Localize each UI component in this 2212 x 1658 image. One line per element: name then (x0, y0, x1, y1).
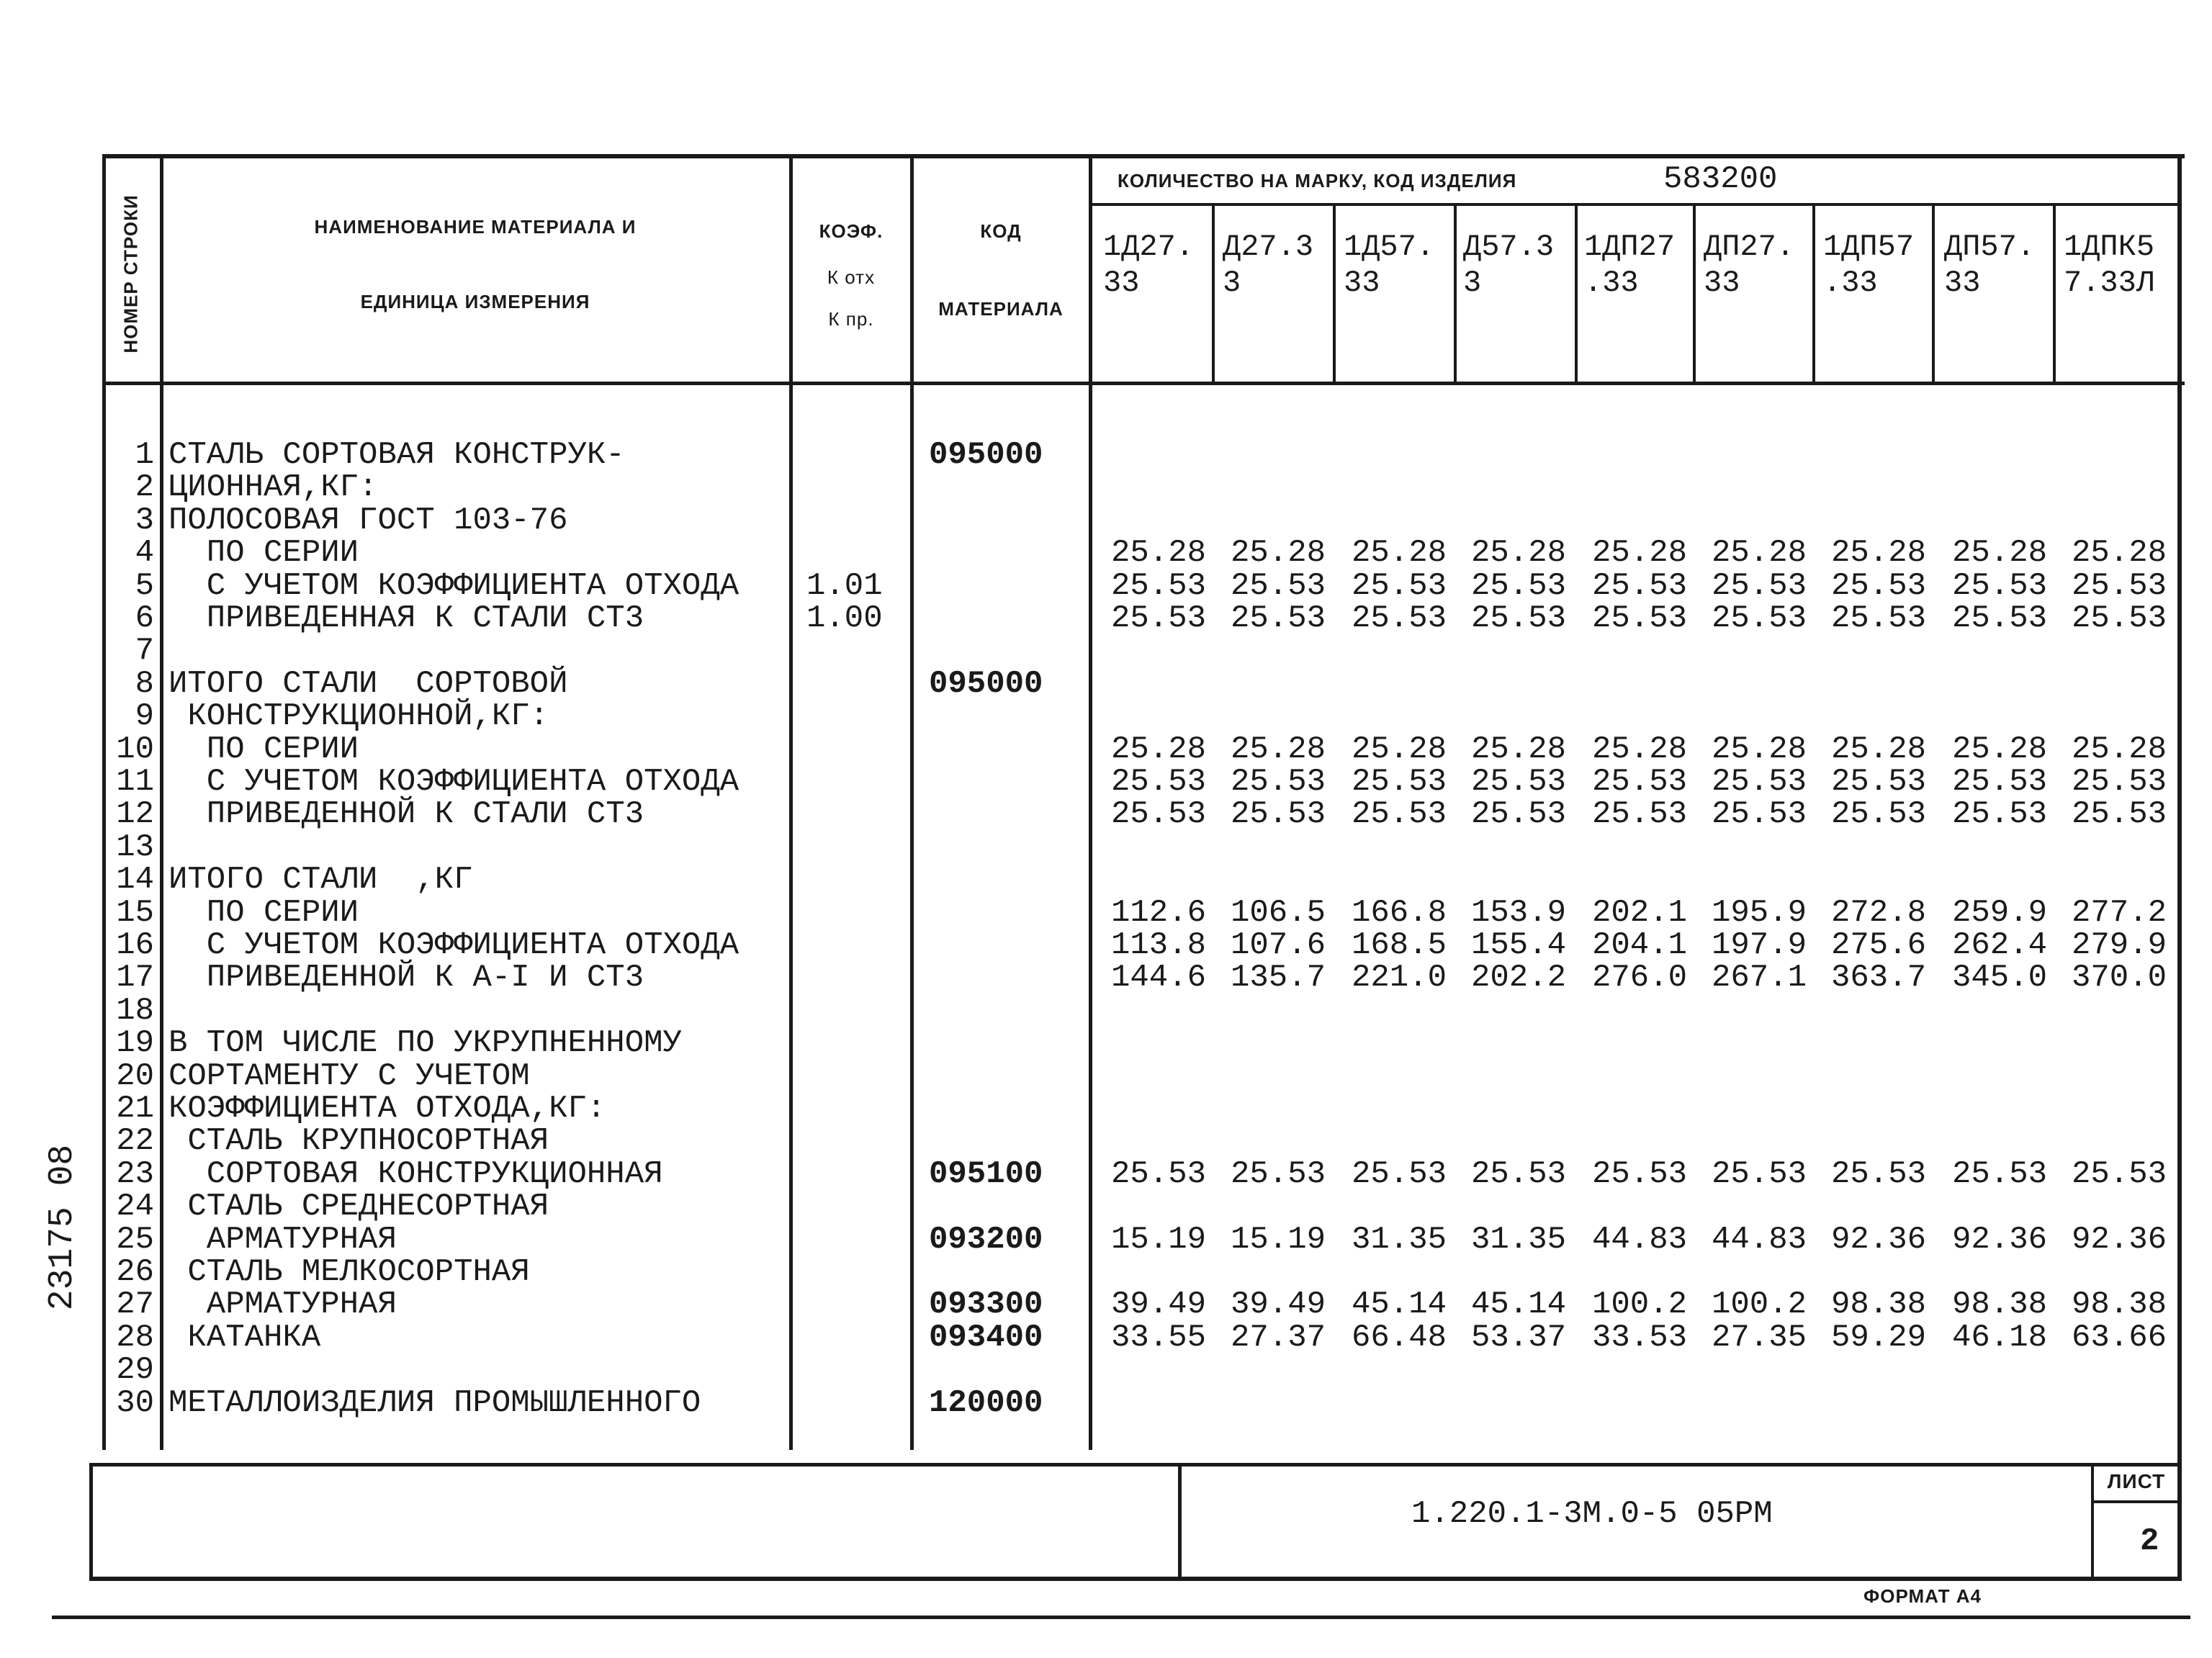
quantity-value: 98.38 (2071, 1287, 2167, 1323)
quantity-value: 153.9 (1470, 894, 1567, 931)
row-number: 13 (116, 829, 154, 865)
quantity-value: 25.53 (1230, 1155, 1326, 1192)
quantity-value: 25.53 (1230, 600, 1326, 636)
quantity-value: 25.53 (1110, 600, 1207, 636)
quantity-value: 25.53 (1591, 1155, 1688, 1192)
quantity-value: 275.6 (1830, 927, 1927, 963)
quantity-value: 25.53 (2071, 600, 2167, 636)
product-code: 583200 (1663, 161, 1778, 197)
mark-column-header: 1Д57. (1344, 230, 1435, 264)
quantity-value: 202.1 (1591, 894, 1688, 931)
subcol-divider-3 (1454, 206, 1457, 383)
quantity-value: 113.8 (1110, 927, 1207, 963)
row-number: 22 (116, 1123, 154, 1160)
quantity-value: 45.14 (1351, 1287, 1447, 1323)
row-number: 3 (135, 502, 154, 539)
quantity-value: 25.28 (1830, 731, 1927, 767)
quantity-value: 25.53 (1951, 796, 2048, 833)
quantity-value: 92.36 (1951, 1221, 2048, 1258)
quantity-value: 53.37 (1470, 1319, 1567, 1356)
quantity-value: 25.53 (1591, 796, 1688, 833)
quantity-value: 25.28 (1830, 535, 1927, 572)
quantity-value: 25.53 (1951, 600, 2048, 636)
material-name: ИТОГО СТАЛИ ,КГ (168, 862, 473, 898)
material-code: 093400 (929, 1319, 1043, 1356)
quantity-value: 25.53 (1351, 1155, 1447, 1192)
document-code: 1.220.1-3М.0-5 05РМ (1411, 1496, 1773, 1532)
row-number: 20 (116, 1058, 154, 1094)
mark-column-header: Д57.3 (1463, 230, 1555, 264)
titleblock-left-border (89, 1463, 93, 1581)
quantity-value: 259.9 (1951, 894, 2048, 931)
material-name: КОЭФФИЦИЕНТА ОТХОДА,КГ: (168, 1091, 606, 1127)
row-number: 29 (116, 1352, 154, 1389)
row-number: 8 (135, 665, 154, 702)
material-name: ПО СЕРИИ (168, 731, 359, 767)
side-inventory-number: 23175 08 (43, 1144, 82, 1311)
row-number: 14 (116, 862, 154, 898)
quantity-value: 45.14 (1470, 1287, 1567, 1323)
quantity-value: 25.53 (2071, 764, 2167, 800)
quantity-value: 25.53 (1951, 764, 2048, 800)
quantity-value: 25.28 (1351, 731, 1447, 767)
quantity-value: 25.53 (1351, 796, 1447, 833)
quantity-value: 25.28 (1230, 731, 1326, 767)
qty-header-label: КОЛИЧЕСТВО НА МАРКУ, КОД ИЗДЕЛИЯ (1118, 170, 1517, 192)
material-name: СТАЛЬ КРУПНОСОРТНАЯ (168, 1123, 549, 1160)
quantity-value: 25.28 (1591, 535, 1688, 572)
quantity-value: 25.53 (1830, 1155, 1927, 1192)
quantity-value: 221.0 (1351, 960, 1447, 996)
subcol-divider-2 (1333, 206, 1336, 383)
material-name: ПОЛОСОВАЯ ГОСТ 103-76 (168, 502, 568, 539)
row-number: 7 (135, 633, 154, 670)
mark-column-header-line2: 3 (1223, 266, 1241, 300)
quantity-value: 25.28 (1351, 535, 1447, 572)
mark-column-header: 1ДП57 (1823, 230, 1915, 264)
quantity-value: 25.28 (2071, 535, 2167, 572)
quantity-value: 25.53 (1351, 567, 1447, 604)
code-header-line2: МАТЕРИАЛА (938, 298, 1064, 320)
mark-column-header-line2: .33 (1823, 266, 1878, 300)
titleblock-top-border (89, 1463, 2182, 1466)
quantity-value: 25.53 (1470, 1155, 1567, 1192)
sheet-number: 2 (2140, 1523, 2159, 1559)
quantity-value: 25.53 (1830, 600, 1927, 636)
mark-column-header: ДП27. (1704, 230, 1795, 264)
quantity-value: 25.53 (1830, 567, 1927, 604)
quantity-value: 33.53 (1591, 1319, 1688, 1356)
mark-column-header: 1Д27. (1103, 230, 1195, 264)
quantity-value: 39.49 (1230, 1287, 1326, 1323)
row-number: 27 (116, 1287, 154, 1323)
row-number: 24 (116, 1189, 154, 1225)
row-number: 6 (135, 600, 154, 636)
mark-column-header: ДП57. (1944, 230, 2036, 264)
row-number: 10 (116, 731, 154, 767)
quantity-value: 195.9 (1711, 894, 1807, 931)
quantity-value: 363.7 (1830, 960, 1927, 996)
col-divider-code (1089, 154, 1092, 1450)
quantity-value: 25.53 (1470, 600, 1567, 636)
mark-column-header-line2: 3 (1463, 266, 1482, 300)
quantity-value: 25.53 (1110, 567, 1207, 604)
quantity-value: 25.53 (1470, 764, 1567, 800)
mark-column-header-line2: 7.33Л (2064, 266, 2155, 300)
material-name: С УЧЕТОМ КОЭФФИЦИЕНТА ОТХОДА (168, 567, 739, 604)
quantity-value: 25.53 (1470, 796, 1567, 833)
coefficient: 1.00 (806, 600, 883, 636)
quantity-value: 25.53 (1711, 764, 1807, 800)
quantity-value: 15.19 (1230, 1221, 1326, 1258)
quantity-value: 370.0 (2071, 960, 2167, 996)
quantity-value: 25.53 (1830, 764, 1927, 800)
quantity-value: 25.53 (1711, 1155, 1807, 1192)
quantity-value: 33.55 (1110, 1319, 1207, 1356)
bottom-rule (52, 1616, 2190, 1619)
quantity-value: 25.53 (1110, 796, 1207, 833)
quantity-value: 44.83 (1591, 1221, 1688, 1258)
table-top-border (102, 154, 2185, 158)
row-number: 21 (116, 1091, 154, 1127)
quantity-value: 112.6 (1110, 894, 1207, 931)
material-name: С УЧЕТОМ КОЭФФИЦИЕНТА ОТХОДА (168, 927, 739, 963)
mark-column-header: 1ДП27 (1584, 230, 1676, 264)
quantity-value: 39.49 (1110, 1287, 1207, 1323)
subcol-divider-4 (1575, 206, 1578, 383)
mark-column-header-line2: .33 (1584, 266, 1639, 300)
material-code: 095100 (929, 1155, 1043, 1192)
quantity-value: 98.38 (1830, 1287, 1927, 1323)
row-number: 25 (116, 1221, 154, 1258)
material-name: АРМАТУРНАЯ (168, 1221, 397, 1258)
mark-column-header-line2: 33 (1103, 266, 1140, 300)
quantity-value: 25.53 (2071, 567, 2167, 604)
quantity-value: 25.28 (1711, 731, 1807, 767)
quantity-value: 25.28 (1470, 535, 1567, 572)
sheet-cell-hline (2091, 1500, 2180, 1503)
quantity-value: 276.0 (1591, 960, 1688, 996)
material-code: 095000 (929, 665, 1043, 702)
quantity-value: 25.28 (1951, 535, 2048, 572)
row-number: 4 (135, 535, 154, 572)
quantity-value: 25.28 (2071, 731, 2167, 767)
col-divider-coef (910, 154, 914, 1450)
format-label: ФОРМАТ А4 (1863, 1585, 1982, 1607)
quantity-value: 27.35 (1711, 1319, 1807, 1356)
quantity-value: 25.53 (1351, 600, 1447, 636)
row-number-header: НОМЕР СТРОКИ (120, 194, 142, 353)
sheet-label: ЛИСТ (2107, 1470, 2166, 1492)
quantity-value: 25.53 (1470, 567, 1567, 604)
material-name: ИТОГО СТАЛИ СОРТОВОЙ (168, 665, 568, 702)
table-right-border (2177, 154, 2182, 1580)
mark-column-header-line2: 33 (1944, 266, 1981, 300)
quantity-value: 25.53 (1230, 796, 1326, 833)
row-number: 15 (116, 894, 154, 931)
header-bottom-border (102, 382, 2185, 385)
subcol-divider-8 (2053, 206, 2056, 383)
material-name: ПО СЕРИИ (168, 894, 359, 931)
quantity-value: 59.29 (1830, 1319, 1927, 1356)
col-divider-name (789, 154, 793, 1450)
row-number: 23 (116, 1155, 154, 1192)
row-number: 11 (116, 764, 154, 800)
quantity-value: 25.28 (1230, 535, 1326, 572)
row-number: 19 (116, 1025, 154, 1062)
quantity-value: 25.53 (1951, 567, 2048, 604)
quantity-value: 155.4 (1470, 927, 1567, 963)
qty-header-divider (1089, 203, 2180, 206)
row-number: 12 (116, 796, 154, 833)
quantity-value: 31.35 (1351, 1221, 1447, 1258)
quantity-value: 25.53 (2071, 796, 2167, 833)
material-name: СОРТАМЕНТУ С УЧЕТОМ (168, 1058, 530, 1094)
material-code: 093200 (929, 1221, 1043, 1258)
quantity-value: 25.53 (1591, 567, 1688, 604)
quantity-value: 25.53 (1951, 1155, 2048, 1192)
material-name: ЦИОННАЯ,КГ: (168, 469, 378, 506)
quantity-value: 98.38 (1951, 1287, 2048, 1323)
row-number: 9 (135, 698, 154, 735)
coef-header-line1: КОЭФ. (819, 220, 884, 242)
quantity-value: 204.1 (1591, 927, 1688, 963)
material-name: СТАЛЬ СОРТОВАЯ КОНСТРУК- (168, 437, 625, 473)
quantity-value: 25.53 (1351, 764, 1447, 800)
quantity-value: 44.83 (1711, 1221, 1807, 1258)
quantity-value: 46.18 (1951, 1319, 2048, 1356)
material-code: 120000 (929, 1384, 1043, 1421)
material-code: 095000 (929, 437, 1043, 473)
material-code: 093300 (929, 1287, 1043, 1323)
mark-column-header: Д27.3 (1223, 230, 1314, 264)
material-name: ПРИВЕДЕННАЯ К СТАЛИ СТ3 (168, 600, 644, 636)
row-number: 28 (116, 1319, 154, 1356)
quantity-value: 25.28 (1110, 535, 1207, 572)
quantity-value: 25.53 (1110, 764, 1207, 800)
name-header-line2: ЕДИНИЦА ИЗМЕРЕНИЯ (360, 291, 590, 312)
quantity-value: 25.53 (2071, 1155, 2167, 1192)
quantity-value: 107.6 (1230, 927, 1326, 963)
material-name: ПРИВЕДЕННОЙ К СТАЛИ СТ3 (168, 796, 644, 833)
material-name: ПРИВЕДЕННОЙ К А-I И СТ3 (168, 960, 644, 996)
row-number: 17 (116, 960, 154, 996)
subcol-divider-7 (1932, 206, 1935, 383)
titleblock-bottom-border (89, 1577, 2182, 1581)
row-number: 30 (116, 1384, 154, 1421)
row-number: 18 (116, 992, 154, 1029)
material-name: СТАЛЬ МЕЛКОСОРТНАЯ (168, 1254, 530, 1290)
name-header-line1: НАИМЕНОВАНИЕ МАТЕРИАЛА И (314, 216, 637, 238)
quantity-value: 106.5 (1230, 894, 1326, 931)
quantity-value: 31.35 (1470, 1221, 1567, 1258)
row-number: 26 (116, 1254, 154, 1290)
material-name: КОНСТРУКЦИОННОЙ,КГ: (168, 698, 549, 735)
quantity-value: 272.8 (1830, 894, 1927, 931)
row-number: 2 (135, 469, 154, 506)
quantity-value: 25.53 (1711, 796, 1807, 833)
code-header-line1: КОД (980, 220, 1022, 242)
mark-column-header: 1ДПК5 (2064, 230, 2155, 264)
coef-header-line3: К пр. (828, 308, 874, 330)
quantity-value: 135.7 (1230, 960, 1326, 996)
row-number: 1 (135, 437, 154, 473)
quantity-value: 25.28 (1470, 731, 1567, 767)
quantity-value: 25.28 (1110, 731, 1207, 767)
quantity-value: 63.66 (2071, 1319, 2167, 1356)
quantity-value: 25.28 (1591, 731, 1688, 767)
material-name: С УЧЕТОМ КОЭФФИЦИЕНТА ОТХОДА (168, 764, 739, 800)
quantity-value: 197.9 (1711, 927, 1807, 963)
quantity-value: 166.8 (1351, 894, 1447, 931)
quantity-value: 25.53 (1591, 764, 1688, 800)
quantity-value: 15.19 (1110, 1221, 1207, 1258)
quantity-value: 25.53 (1230, 764, 1326, 800)
material-name: В ТОМ ЧИСЛЕ ПО УКРУПНЕННОМУ (168, 1025, 682, 1062)
material-name: СОРТОВАЯ КОНСТРУКЦИОННАЯ (168, 1155, 663, 1192)
quantity-value: 25.53 (1110, 1155, 1207, 1192)
quantity-value: 25.53 (1591, 600, 1688, 636)
row-number: 5 (135, 567, 154, 604)
col-divider-num (160, 154, 163, 1450)
subcol-divider-6 (1812, 206, 1815, 383)
quantity-value: 100.2 (1591, 1287, 1688, 1323)
subcol-divider-5 (1693, 206, 1696, 383)
material-name: АРМАТУРНАЯ (168, 1287, 397, 1323)
quantity-value: 25.28 (1711, 535, 1807, 572)
quantity-value: 277.2 (2071, 894, 2167, 931)
sheet-cell-divider (2091, 1463, 2094, 1580)
quantity-value: 92.36 (1830, 1221, 1927, 1258)
quantity-value: 25.53 (1230, 567, 1326, 604)
quantity-value: 279.9 (2071, 927, 2167, 963)
quantity-value: 92.36 (2071, 1221, 2167, 1258)
titleblock-divider (1178, 1463, 1182, 1580)
quantity-value: 168.5 (1351, 927, 1447, 963)
quantity-value: 66.48 (1351, 1319, 1447, 1356)
quantity-value: 262.4 (1951, 927, 2048, 963)
quantity-value: 345.0 (1951, 960, 2048, 996)
coef-header-line2: К отх (827, 266, 876, 288)
subcol-divider-1 (1212, 206, 1215, 383)
quantity-value: 202.2 (1470, 960, 1567, 996)
row-number: 16 (116, 927, 154, 963)
quantity-value: 100.2 (1711, 1287, 1807, 1323)
quantity-value: 27.37 (1230, 1319, 1326, 1356)
quantity-value: 25.53 (1711, 600, 1807, 636)
quantity-value: 144.6 (1110, 960, 1207, 996)
mark-column-header-line2: 33 (1344, 266, 1380, 300)
material-name: КАТАНКА (168, 1319, 321, 1356)
material-name: МЕТАЛЛОИЗДЕЛИЯ ПРОМЫШЛЕННОГО (168, 1384, 701, 1421)
material-name: ПО СЕРИИ (168, 535, 359, 572)
material-name: СТАЛЬ СРЕДНЕСОРТНАЯ (168, 1189, 549, 1225)
coefficient: 1.01 (806, 567, 883, 604)
quantity-value: 25.53 (1711, 567, 1807, 604)
quantity-value: 25.53 (1830, 796, 1927, 833)
quantity-value: 25.28 (1951, 731, 2048, 767)
quantity-value: 267.1 (1711, 960, 1807, 996)
mark-column-header-line2: 33 (1704, 266, 1740, 300)
